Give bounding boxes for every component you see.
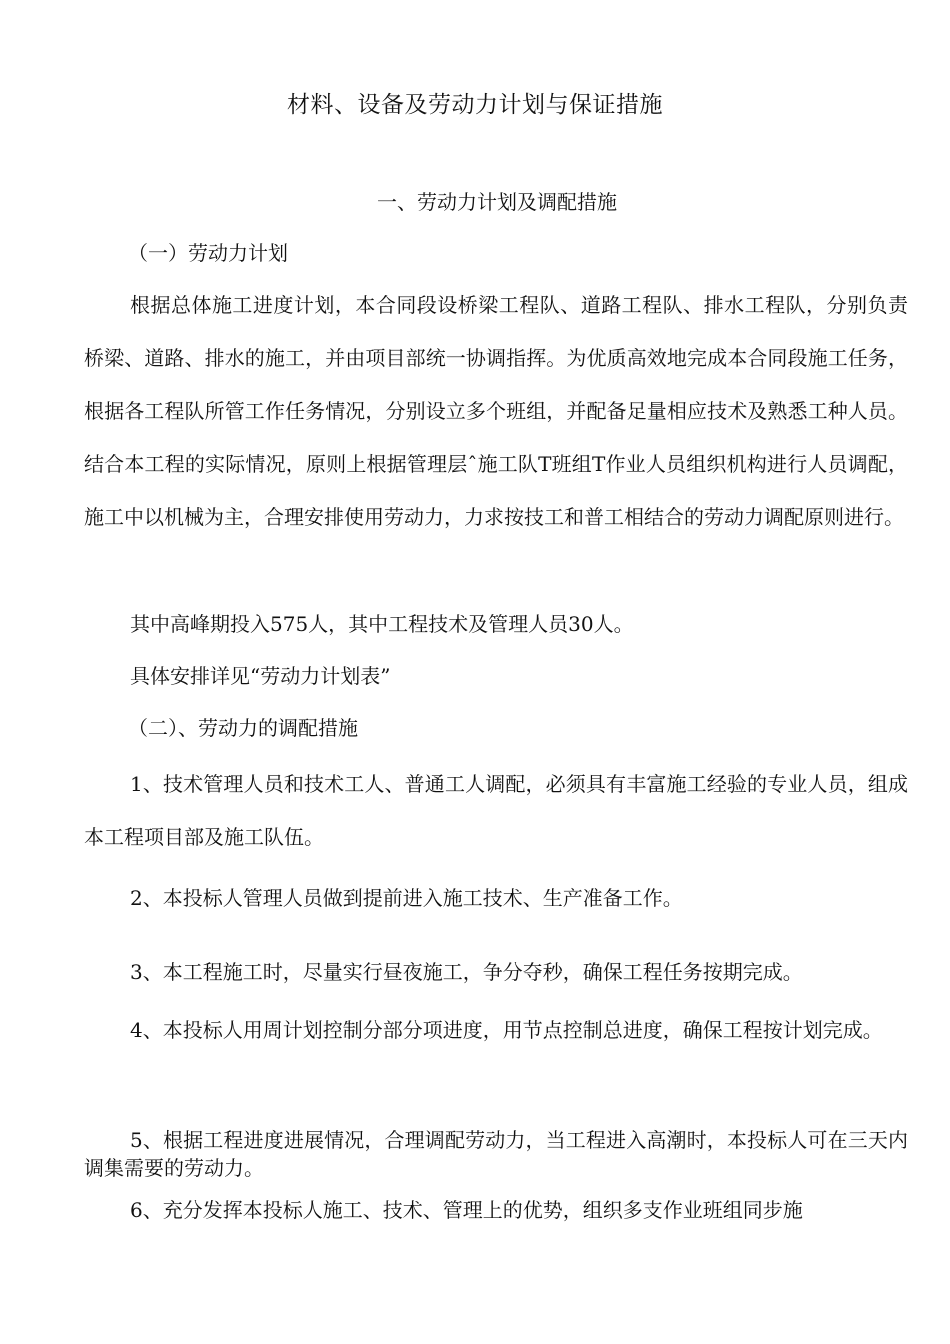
list-item-6: 6、充分发挥本投标人施工、技术、管理上的优势，组织多支作业班组同步施 — [130, 1198, 803, 1222]
list-item-2: 2、本投标人管理人员做到提前进入施工技术、生产准备工作。 — [130, 886, 683, 910]
paragraph-plan-table-ref: 具体安排详见“劳动力计划表” — [130, 664, 391, 688]
subsection-heading-2: （二）、劳动力的调配措施 — [128, 716, 358, 740]
list-item-4: 4、本投标人用周计划控制分部分项进度，用节点控制总进度，确保工程按计划完成。 — [130, 1018, 883, 1042]
list-item-3: 3、本工程施工时，尽量实行昼夜施工，争分夺秒，确保工程任务按期完成。 — [130, 960, 803, 984]
paragraph-peak-staff: 其中高峰期投入575人，其中工程技术及管理人员30人。 — [130, 612, 634, 636]
paragraph-labor-plan: 根据总体施工进度计划，本合同段设桥梁工程队、道路工程队、排水工程队，分别负责桥梁、道路、排水的施工，并由项目部统一协调指挥。为优质高效地完成本合同段施工任务，根据各工程队所管工作任务情况，分别设立多个班组，并配备足量相应技术及熟悉工种人员。结合本工程的实际情况，原则上根据管理层ˆ施工队T班组T作业人员组织机构进行人员调配，施工中以机械为主，合理安排使用劳动力，力求按技工和普工相结合的劳动力调配原则进行。 — [84, 293, 908, 529]
document-title: 材料、设备及劳动力计划与保证措施 — [287, 92, 663, 118]
section-heading: 一、劳动力计划及调配措施 — [377, 190, 617, 214]
list-item-1: 1、技术管理人员和技术工人、普通工人调配，必须具有丰富施工经验的专业人员，组成本工程项目部及施工队伍。 — [84, 772, 908, 849]
list-item-5: 5、根据工程进度进展情况，合理调配劳动力，当工程进入高潮时，本投标人可在三天内调集需要的劳动力。 — [84, 1128, 908, 1180]
subsection-heading-1: （一）劳动力计划 — [128, 241, 288, 265]
